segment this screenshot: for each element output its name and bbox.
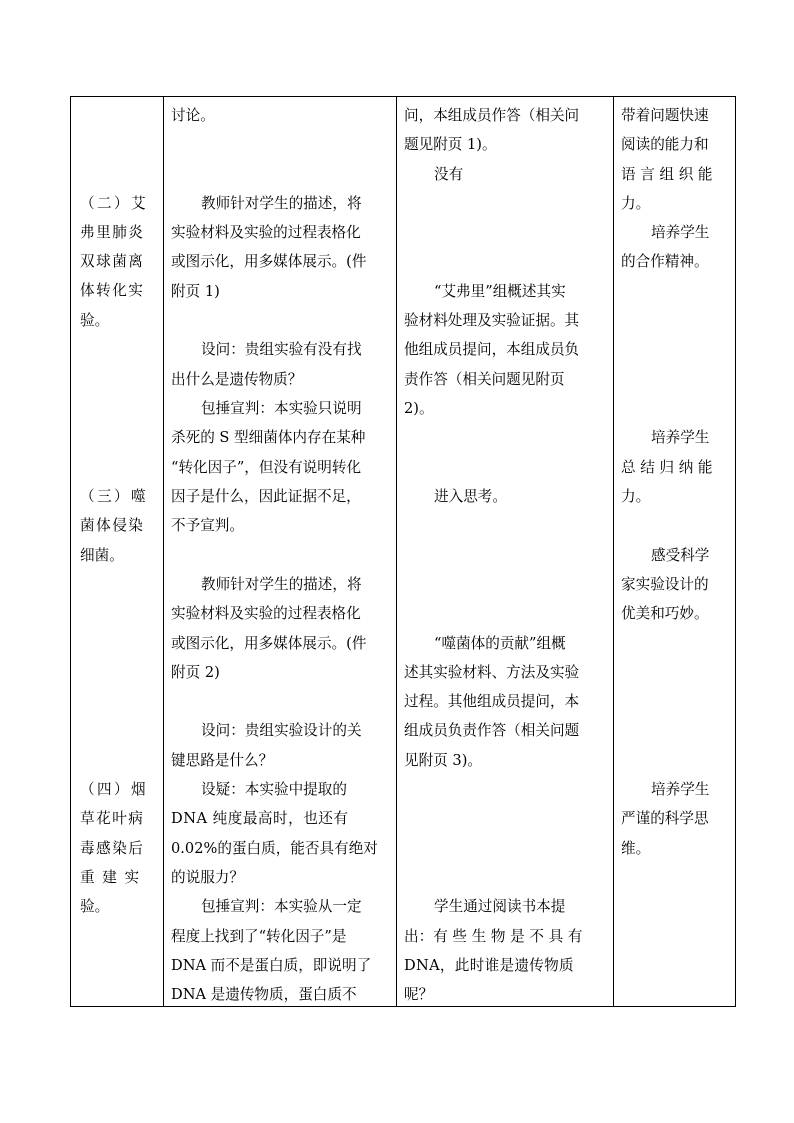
section-line: （三）噬 — [80, 488, 148, 505]
student-line: 题见附页 1)。 — [404, 136, 497, 153]
teacher-line: 包捶宣判：本实验只说明 — [201, 400, 362, 417]
intent-line: 总 结 归 纳 能 — [621, 459, 713, 476]
student-line: “艾弗里”组概述其实 — [434, 283, 566, 300]
intent-line: 优美和巧妙。 — [621, 605, 709, 622]
section-line: 菌体侵染 — [80, 517, 145, 534]
teacher-line: 附页 1) — [171, 283, 220, 300]
section-line: 重 建 实 — [80, 869, 141, 886]
student-line: 没有 — [434, 166, 464, 183]
intent-line: 感受科学 — [651, 547, 710, 564]
teacher-line: 实验材料及实验的过程表格化 — [171, 605, 361, 622]
teacher-line: 杀死的 S 型细菌体内存在某种 — [171, 429, 366, 446]
intent-line: 维。 — [621, 840, 651, 857]
intent-line: 培养学生 — [651, 781, 710, 798]
lesson-table — [70, 96, 736, 1007]
intent-line: 力。 — [621, 195, 651, 212]
intent-line: 家实验设计的 — [621, 576, 709, 593]
student-line: 见附页 3)。 — [404, 752, 482, 769]
student-line: “噬菌体的贡献”组概 — [434, 635, 566, 652]
intent-line: 培养学生 — [651, 429, 710, 446]
teacher-line: 出什么是遗传物质？ — [171, 371, 303, 388]
student-line: 问，本组成员作答（相关问 — [404, 107, 580, 124]
teacher-line: 不予宣判。 — [171, 517, 244, 534]
student-line: 述其实验材料、方法及实验 — [404, 664, 580, 681]
intent-line: 力。 — [621, 488, 651, 505]
intent-line: 严谨的科学思 — [621, 810, 709, 827]
teacher-line: 因子是什么，因此证据不足， — [171, 488, 361, 505]
section-line: 弗里肺炎 — [80, 224, 145, 241]
table-left-border — [70, 96, 71, 1007]
teacher-line: 或图示化，用多媒体展示。(件 — [171, 253, 367, 270]
intent-line: 语 言 组 织 能 — [621, 166, 713, 183]
column-divider-3 — [613, 96, 614, 1007]
teacher-line: 实验材料及实验的过程表格化 — [171, 224, 361, 241]
teacher-line: 讨论。 — [171, 107, 215, 124]
section-line: 毒感染后 — [80, 840, 145, 857]
intent-line: 带着问题快速 — [621, 107, 709, 124]
teacher-line: “转化因子”，但没有说明转化 — [171, 459, 362, 476]
intent-line: 阅读的能力和 — [621, 136, 709, 153]
student-line: 出：有 些 生 物 是 不 具 有 — [404, 928, 583, 945]
section-line: 验。 — [80, 898, 110, 915]
student-line: DNA，此时谁是遗传物质 — [404, 957, 574, 974]
teacher-line: 设问：贵组实验设计的关 — [201, 722, 362, 739]
student-line: 过程。其他组成员提问，本 — [404, 693, 580, 710]
teacher-line: 设疑：本实验中提取的 — [201, 781, 347, 798]
column-divider-2 — [396, 96, 397, 1007]
intent-line: 的合作精神。 — [621, 253, 709, 270]
teacher-line: 包捶宣判：本实验从一定 — [201, 898, 362, 915]
teacher-line: DNA 纯度最高时，也还有 — [171, 810, 349, 827]
table-top-border — [70, 96, 736, 97]
teacher-line: DNA 而不是蛋白质，即说明了 — [171, 957, 372, 974]
student-line: 学生通过阅读书本提 — [434, 898, 566, 915]
table-right-border — [735, 96, 736, 1007]
teacher-line: 教师针对学生的描述，将 — [201, 195, 362, 212]
section-line: （二）艾 — [80, 195, 148, 212]
teacher-line: 的说服力？ — [171, 869, 244, 886]
section-line: 体转化实 — [80, 282, 145, 299]
student-line: 组成员负责作答（相关问题 — [404, 722, 580, 739]
student-line: 进入思考。 — [434, 488, 507, 505]
section-line: 细菌。 — [80, 547, 124, 564]
student-line: 他组成员提问，本组成员负 — [404, 341, 580, 358]
table-bottom-border — [70, 1006, 736, 1007]
teacher-line: DNA 是遗传物质，蛋白质不 — [171, 986, 357, 1003]
teacher-line: 教师针对学生的描述，将 — [201, 576, 362, 593]
teacher-line: 0.02%的蛋白质，能否具有绝对 — [171, 840, 378, 857]
teacher-line: 附页 2) — [171, 664, 220, 681]
section-line: 验。 — [80, 312, 110, 329]
section-line: 草花叶病 — [80, 810, 145, 827]
student-line: 2)。 — [404, 400, 434, 417]
teacher-line: 设问：贵组实验有没有找 — [201, 341, 362, 358]
teacher-line: 或图示化，用多媒体展示。(件 — [171, 635, 367, 652]
teacher-line: 键思路是什么？ — [171, 752, 274, 769]
student-line: 验材料处理及实验证据。其 — [404, 312, 580, 329]
teacher-line: 程度上找到了“转化因子”是 — [171, 928, 347, 945]
intent-line: 培养学生 — [651, 224, 710, 241]
section-line: （四）烟 — [80, 781, 148, 798]
column-divider-1 — [163, 96, 164, 1007]
section-line: 双球菌离 — [80, 253, 145, 270]
student-line: 呢？ — [404, 986, 434, 1003]
student-line: 责作答（相关问题见附页 — [404, 371, 565, 388]
